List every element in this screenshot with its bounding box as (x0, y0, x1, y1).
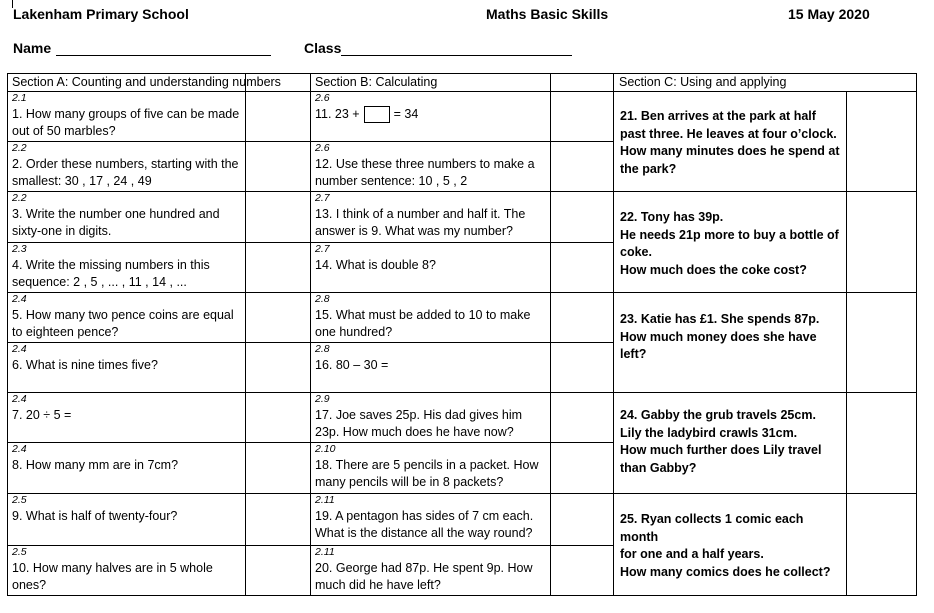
question-text: 16. 80 – 30 = (315, 358, 389, 372)
question-cell (12, 394, 242, 424)
name-label: Name (13, 40, 52, 56)
name-line (56, 55, 271, 56)
c-row-line (613, 493, 916, 494)
row-line (8, 545, 614, 546)
question-cell (315, 193, 547, 240)
objective-ref: 2.1 (12, 92, 27, 104)
problem-cell (620, 407, 842, 477)
objective-ref: 2.8 (315, 343, 330, 355)
problem-line: 22. Tony has 39p. (620, 210, 724, 224)
objective-ref: 2.10 (315, 443, 336, 455)
problem-cell (620, 511, 842, 581)
question-text: 19. A pentagon has sides of 7 cm each. What is the distance all the way round? (315, 509, 534, 540)
question-cell (315, 344, 547, 374)
question-text: 20. George had 87p. He spent 9p. How much did he have left? (315, 561, 533, 592)
objective-ref: 2.4 (12, 293, 27, 305)
question-text: 10. How many halves are in 5 whole ones? (12, 561, 213, 592)
question-cell (12, 294, 242, 341)
question-text: 6. What is nine times five? (12, 358, 158, 372)
objective-ref: 2.11 (315, 494, 335, 506)
row-line (8, 493, 614, 494)
question-text: 5. How many two pence coins are equal to eighteen pence? (12, 308, 234, 339)
question-cell (12, 244, 242, 291)
row-line (8, 292, 614, 293)
question-cell (12, 93, 242, 140)
problem-line: How much further does Lily travel (620, 443, 822, 457)
question-cell (12, 193, 242, 240)
objective-ref: 2.6 (315, 142, 330, 154)
question-text (315, 106, 547, 123)
problem-line: 25. Ryan collects 1 comic each month (620, 512, 804, 544)
problem-line: He needs 21p more to buy a bottle of (620, 227, 839, 242)
problem-line: 24. Gabby the grub travels 25cm. (620, 408, 816, 422)
section-header-line (8, 91, 916, 92)
question-cell (315, 294, 547, 341)
questions-table (7, 73, 917, 596)
divider-a-b (310, 74, 311, 595)
row-line (8, 342, 614, 343)
problem-line: Lily the ladybird crawls 31cm. (620, 425, 798, 440)
problem-line: left? (620, 347, 647, 361)
objective-ref: 2.7 (315, 192, 330, 204)
objective-ref: 2.9 (315, 393, 330, 405)
objective-ref: 2.5 (12, 494, 27, 506)
c-row-line (613, 191, 916, 192)
divider-b-answer (550, 74, 551, 595)
objective-ref: 2.7 (315, 243, 330, 255)
section-a-title: Section A: Counting and understanding numbers (12, 75, 281, 89)
question-cell (315, 244, 547, 274)
c-row-line (613, 292, 916, 293)
divider-a-answer (245, 74, 246, 595)
problem-line: for one and a half years. (620, 547, 764, 561)
class-line (341, 55, 572, 56)
problem-line: 23. Katie has £1. She spends 87p. (620, 312, 820, 326)
problem-cell (620, 108, 842, 178)
question-text-start: 11. 23 + (315, 107, 360, 121)
question-cell (315, 143, 547, 190)
question-text: 1. How many groups of five can be made out of 50 marbles? (12, 107, 240, 138)
row-line (8, 191, 614, 192)
question-text: 17. Joe saves 25p. His dad gives him 23p. How much does he have now? (315, 408, 523, 439)
school-name: Lakenham Primary School (13, 6, 189, 22)
problem-cell (620, 209, 842, 279)
problem-cell (620, 311, 842, 364)
question-text: 12. Use these three numbers to make a number sentence: 10 , 5 , 2 (315, 157, 535, 188)
problem-line: How many comics does he collect? (620, 564, 831, 579)
question-cell (12, 495, 242, 525)
problem-line: How much does the coke cost? (620, 262, 807, 277)
objective-ref: 2.11 (315, 546, 335, 558)
objective-ref: 2.4 (12, 443, 27, 455)
problem-line: past three. He leaves at four o’clock. (620, 126, 837, 141)
question-cell (12, 344, 242, 374)
problem-line: than Gabby? (620, 460, 697, 475)
objective-ref: 2.4 (12, 393, 27, 405)
problem-line: coke. (620, 245, 652, 259)
question-text: 7. 20 ÷ 5 = (12, 408, 72, 422)
objective-ref: 2.2 (12, 142, 27, 154)
question-text-end: = 34 (393, 107, 419, 121)
problem-line: How much money does she have (620, 329, 817, 344)
class-label: Class (304, 40, 342, 56)
problem-line: 21. Ben arrives at the park at half (620, 109, 816, 123)
divider-c-answer (846, 92, 847, 595)
question-cell (12, 547, 242, 594)
objective-ref: 2.8 (315, 293, 330, 305)
question-text: 9. What is half of twenty-four? (12, 509, 178, 523)
row-line (8, 141, 614, 142)
question-cell (12, 444, 242, 474)
question-cell (315, 444, 547, 491)
answer-box[interactable] (364, 106, 390, 123)
question-cell (315, 394, 547, 441)
objective-ref: 2.4 (12, 343, 27, 355)
objective-ref: 2.2 (12, 192, 27, 204)
worksheet-date: 15 May 2020 (788, 6, 870, 22)
question-text: 14. What is double 8? (315, 258, 436, 272)
c-row-line (613, 392, 916, 393)
question-text: 8. How many mm are in 7cm? (12, 458, 179, 472)
question-text: 4. Write the missing numbers in this sequence: 2 , 5 , ... , 11 , 14 , ... (12, 258, 210, 289)
question-text: 3. Write the number one hundred and sixty-one in digits. (12, 207, 220, 238)
question-text: 13. I think of a number and half it. The answer is 9. What was my number? (315, 207, 526, 238)
row-line (8, 242, 614, 243)
question-text: 18. There are 5 pencils in a packet. How many pencils will be in 8 packets? (315, 458, 539, 489)
row-line (8, 442, 614, 443)
question-cell (12, 143, 242, 190)
question-cell (315, 547, 547, 594)
divider-b-c (613, 74, 614, 595)
question-cell (315, 495, 547, 542)
objective-ref: 2.5 (12, 546, 27, 558)
question-text: 2. Order these numbers, starting with the smallest: 30 , 17 , 24 , 49 (12, 157, 239, 188)
objective-ref: 2.6 (315, 92, 330, 104)
worksheet-title: Maths Basic Skills (486, 6, 609, 22)
objective-ref: 2.3 (12, 243, 27, 255)
row-line (8, 392, 614, 393)
question-cell (315, 93, 547, 123)
section-c-title: Section C: Using and applying (619, 75, 787, 89)
question-text: 15. What must be added to 10 to make one hundred? (315, 308, 531, 339)
problem-line: How many minutes does he spend at (620, 144, 840, 158)
section-b-title: Section B: Calculating (315, 75, 438, 89)
problem-line: the park? (620, 161, 677, 176)
